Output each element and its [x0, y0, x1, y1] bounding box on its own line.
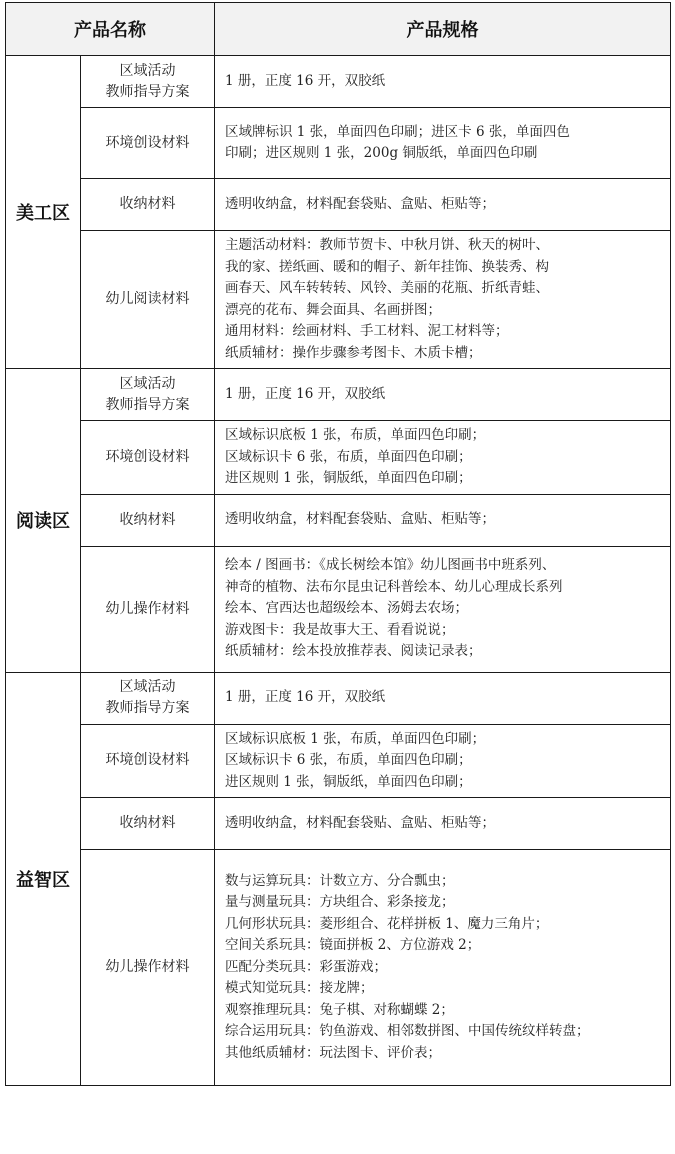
- product-spec-cell: [215, 108, 671, 179]
- product-spec-header: 产品规格: [215, 3, 671, 56]
- product-name-line: 教师指导方案: [105, 83, 190, 100]
- spec-line: 综合运用玩具：钓鱼游戏、相邻数拼图、中国传统纹样转盘；: [225, 1023, 590, 1040]
- spec-line: 空间关系玩具：镜面拼板 2、方位游戏 2；: [225, 937, 481, 954]
- product-name-cell: [81, 108, 215, 179]
- spec-line: 漂亮的花布、舞会面具、名画拼图；: [225, 301, 441, 318]
- table-row: [6, 56, 671, 108]
- product-spec-table-page: [5, 2, 670, 1086]
- product-name-line: 区域活动: [119, 375, 176, 392]
- spec-line: 主题活动材料：教师节贺卡、中秋月饼、秋天的树叶、: [225, 237, 549, 253]
- spec-line: 区域牌标识 1 张，单面四色印刷；进区卡 6 张，单面四色: [225, 123, 570, 140]
- spec-line: 1 册，正度 16 开，双胶纸: [225, 385, 386, 402]
- product-name-cell: [81, 672, 215, 724]
- table-row: [6, 108, 671, 179]
- product-name-line: 环境创设材料: [105, 134, 190, 151]
- table-row: [6, 724, 671, 798]
- product-name-line: 幼儿阅读材料: [105, 291, 190, 307]
- table-row: [6, 672, 671, 724]
- product-spec-table: [5, 2, 671, 1086]
- product-name-line: 区域活动: [119, 62, 176, 79]
- spec-line: 透明收纳盒，材料配套袋贴、盒贴、柜贴等；: [225, 195, 495, 212]
- spec-line: 透明收纳盒，材料配套袋贴、盒贴、柜贴等；: [225, 814, 495, 831]
- product-name-line: 幼儿操作材料: [105, 959, 190, 975]
- spec-line: 进区规则 1 张，铜版纸，单面四色印刷；: [225, 470, 472, 486]
- spec-line: 进区规则 1 张，铜版纸，单面四色印刷；: [225, 773, 472, 790]
- product-spec-cell: [215, 724, 671, 798]
- product-name-cell: [81, 850, 215, 1086]
- spec-line: 神奇的植物、法布尔昆虫记科普绘本、幼儿心理成长系列: [225, 578, 563, 595]
- table-row: [6, 369, 671, 421]
- product-name-line: 区域活动: [119, 679, 176, 695]
- product-name-cell: [81, 494, 215, 546]
- table-row: [6, 231, 671, 369]
- table-row: [6, 494, 671, 546]
- product-spec-cell: [215, 850, 671, 1086]
- product-spec-cell: [215, 672, 671, 724]
- spec-line: 透明收纳盒，材料配套袋贴、盒贴、柜贴等；: [225, 511, 495, 528]
- spec-line: 1 册，正度 16 开，双胶纸: [225, 689, 386, 706]
- spec-line: 游戏图卡：我是故事大王、看看说说；: [225, 621, 455, 638]
- product-spec-cell: [215, 231, 671, 369]
- spec-line: 数与运算玩具：计数立方、分合瓢虫；: [225, 872, 455, 889]
- product-name-cell: [81, 369, 215, 421]
- product-name-line: 教师指导方案: [105, 700, 190, 716]
- table-row: [6, 798, 671, 850]
- spec-line: 我的家、搓纸画、暖和的帽子、新年挂饰、换装秀、构: [225, 258, 549, 275]
- spec-line: 区域标识底板 1 张，布质，单面四色印刷；: [225, 427, 486, 443]
- product-spec-cell: [215, 546, 671, 672]
- spec-line: 区域标识卡 6 张，布质，单面四色印刷；: [225, 448, 472, 465]
- spec-line: 模式知觉玩具：接龙牌；: [225, 980, 374, 997]
- spec-line: 1 册，正度 16 开，双胶纸: [225, 72, 386, 89]
- spec-line: 其他纸质辅材：玩法图卡、评价表；: [225, 1044, 441, 1061]
- spec-line: 区域标识卡 6 张，布质，单面四色印刷；: [225, 752, 472, 768]
- product-name-line: 环境创设材料: [105, 752, 190, 769]
- product-name-line: 收纳材料: [119, 196, 176, 212]
- product-name-line: 环境创设材料: [105, 448, 190, 465]
- product-name-cell: [81, 421, 215, 495]
- product-spec-cell: [215, 421, 671, 495]
- spec-line: 纸质辅材：绘本投放推荐表、阅读记录表；: [225, 643, 482, 660]
- spec-line: 纸质辅材：操作步骤参考图卡、木质卡槽；: [225, 344, 482, 361]
- header-row: [6, 3, 671, 56]
- table-row: [6, 421, 671, 495]
- product-name-line: 收纳材料: [119, 815, 176, 831]
- product-name-cell: [81, 56, 215, 108]
- product-spec-cell: [215, 494, 671, 546]
- product-spec-cell: [215, 56, 671, 108]
- spec-line: 量与测量玩具：方块组合、彩条接龙；: [225, 894, 455, 911]
- product-name-cell: [81, 231, 215, 369]
- spec-line: 几何形状玩具：菱形组合、花样拼板 1、魔力三角片；: [225, 915, 549, 932]
- spec-line: 绘本 / 图画书：《成长树绘本馆》幼儿图画书中班系列、: [225, 557, 556, 574]
- product-name-cell: [81, 179, 215, 231]
- product-name-cell: [81, 798, 215, 850]
- product-name-line: 幼儿操作材料: [105, 600, 190, 617]
- spec-line: 区域标识底板 1 张，布质，单面四色印刷；: [225, 730, 486, 747]
- zone-puzzle-label: 益智区: [6, 672, 81, 1086]
- spec-line: 观察推理玩具：兔子棋、对称蝴蝶 2；: [225, 1001, 454, 1018]
- product-spec-cell: [215, 369, 671, 421]
- spec-line: 通用材料：绘画材料、手工材料、泥工材料等；: [225, 323, 509, 339]
- table-row: [6, 546, 671, 672]
- zone-reading-label: 阅读区: [6, 369, 81, 673]
- product-spec-cell: [215, 179, 671, 231]
- product-spec-cell: [215, 798, 671, 850]
- product-name-cell: [81, 546, 215, 672]
- spec-line: 印刷；进区规则 1 张，200g 铜版纸，单面四色印刷: [225, 145, 538, 161]
- spec-line: 画春天、风车转转转、风铃、美丽的花瓶、折纸青蛙、: [225, 280, 549, 296]
- product-name-cell: [81, 724, 215, 798]
- table-row: [6, 850, 671, 1086]
- product-name-header: 产品名称: [6, 3, 215, 56]
- product-name-line: 教师指导方案: [105, 396, 190, 413]
- zone-art-label: 美工区: [6, 56, 81, 369]
- product-name-line: 收纳材料: [119, 511, 176, 528]
- spec-line: 匹配分类玩具：彩蛋游戏；: [225, 958, 387, 975]
- spec-line: 绘本、宫西达也超级绘本、汤姆去农场；: [225, 600, 468, 617]
- table-row: [6, 179, 671, 231]
